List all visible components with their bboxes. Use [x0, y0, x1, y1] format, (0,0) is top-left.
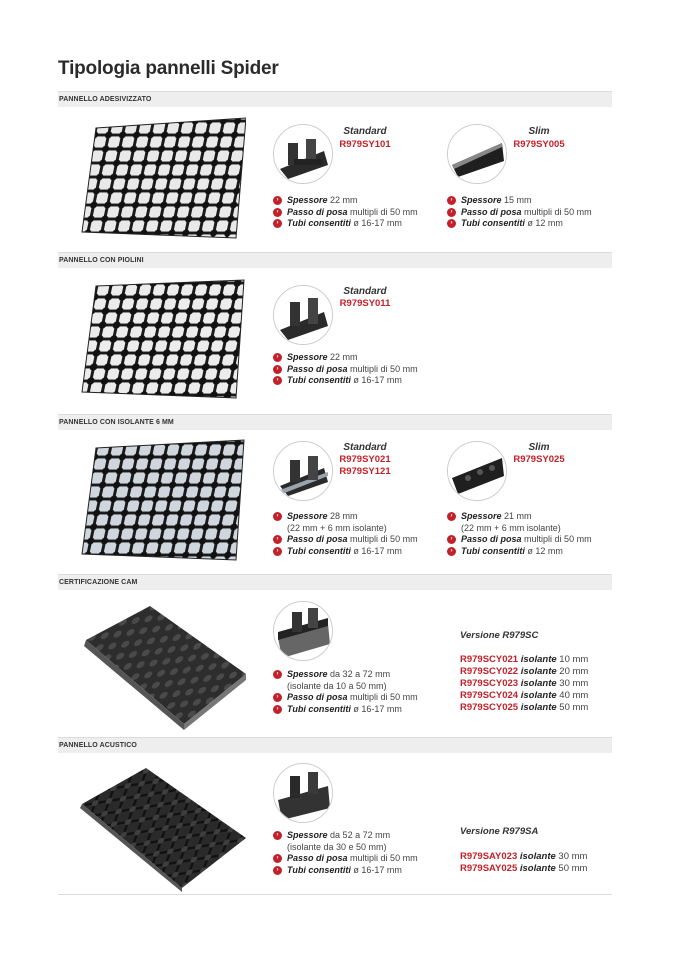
panel-piolini-image [78, 276, 246, 402]
section-adesivizzato [58, 91, 612, 107]
variant-name: Standard [343, 286, 387, 297]
standard-thumb [273, 441, 333, 501]
variant-name: Slim [528, 126, 550, 137]
chevron-right-circle-icon: › [273, 219, 282, 228]
acustico-thumb [273, 763, 333, 823]
version-item: R979SCY021 isolante 10 mm [460, 654, 589, 665]
version-item: R979SCY025 isolante 50 mm [460, 702, 589, 713]
variant-name: Standard [343, 126, 387, 137]
spec-list [273, 195, 418, 230]
section-heading: PANNELLO ADESIVIZZATO [58, 91, 612, 107]
spec-list [273, 830, 418, 876]
spec-item: › Tubi consentiti ø 16-17 mm [273, 218, 418, 230]
version-item: R979SCY024 isolante 40 mm [460, 690, 589, 701]
standard-thumb [273, 124, 333, 184]
version-title: Versione R979SA [460, 826, 539, 837]
chevron-right-circle-icon: › [447, 547, 456, 556]
section-isolante [58, 414, 612, 430]
spec-list [273, 352, 418, 387]
variant-name: Standard [343, 442, 387, 453]
spec-item: › Spessore da 52 a 72 mm (isolante da 30 e 50 mm) [273, 830, 418, 853]
section-acustico [58, 737, 612, 753]
chevron-right-circle-icon: › [447, 535, 456, 544]
chevron-right-circle-icon: › [273, 705, 282, 714]
spec-item: › Tubi consentiti ø 12 mm [447, 218, 592, 230]
spec-item: › Spessore 21 mm (22 mm + 6 mm isolante) [447, 511, 592, 534]
spec-item: › Tubi consentiti ø 12 mm [447, 546, 592, 558]
chevron-right-circle-icon: › [273, 670, 282, 679]
variant-name: Slim [528, 442, 550, 453]
version-item: R979SAY025 isolante 50 mm [460, 863, 588, 874]
section-piolini [58, 252, 612, 268]
chevron-right-circle-icon: › [273, 693, 282, 702]
chevron-right-circle-icon: › [447, 219, 456, 228]
panel-isolante-image [78, 436, 246, 564]
variant-code: R979SY101 [339, 139, 391, 150]
spec-item: › Tubi consentiti ø 16-17 mm [273, 704, 418, 716]
version-item: R979SCY023 isolante 30 mm [460, 678, 589, 689]
variant-code: R979SY021 [339, 454, 391, 465]
chevron-right-circle-icon: › [447, 196, 456, 205]
section-heading: PANNELLO ACUSTICO [58, 737, 612, 753]
variant-code: R979SY005 [513, 139, 565, 150]
bottom-divider [58, 894, 612, 895]
spec-item: › Spessore 15 mm [447, 195, 592, 207]
panel-acustico-image [76, 764, 248, 892]
chevron-right-circle-icon: › [273, 535, 282, 544]
section-heading: CERTIFICAZIONE CAM [58, 574, 612, 590]
spec-item: › Passo di posa multipli di 50 mm [273, 534, 418, 546]
chevron-right-circle-icon: › [273, 196, 282, 205]
spec-item: › Passo di posa multipli di 50 mm [273, 692, 418, 704]
version-list [460, 654, 588, 714]
chevron-right-circle-icon: › [273, 353, 282, 362]
spec-item: › Passo di posa multipli di 50 mm [447, 207, 592, 219]
spec-list [447, 511, 592, 557]
section-heading: PANNELLO CON ISOLANTE 6 MM [58, 414, 612, 430]
variant-code: R979SY025 [513, 454, 565, 465]
spec-item: › Passo di posa multipli di 50 mm [273, 364, 418, 376]
chevron-right-circle-icon: › [273, 831, 282, 840]
variant-code: R979SY121 [339, 466, 391, 477]
slim-thumb [447, 441, 507, 501]
spec-item: › Spessore 28 mm (22 mm + 6 mm isolante) [273, 511, 418, 534]
chevron-right-circle-icon: › [447, 512, 456, 521]
spec-item: › Passo di posa multipli di 50 mm [447, 534, 592, 546]
chevron-right-circle-icon: › [273, 854, 282, 863]
chevron-right-circle-icon: › [273, 866, 282, 875]
version-item: R979SAY023 isolante 30 mm [460, 851, 588, 862]
chevron-right-circle-icon: › [273, 365, 282, 374]
spec-item: › Spessore 22 mm [273, 352, 418, 364]
section-heading: PANNELLO CON PIOLINI [58, 252, 612, 268]
page-title: Tipologia pannelli Spider [58, 58, 279, 79]
spec-item: › Tubi consentiti ø 16-17 mm [273, 546, 418, 558]
version-item: R979SCY022 isolante 20 mm [460, 666, 589, 677]
cam-thumb [273, 601, 333, 661]
version-list [460, 851, 587, 875]
slim-thumb [447, 124, 507, 184]
spec-list [447, 195, 592, 230]
panel-cam-image [78, 600, 248, 730]
chevron-right-circle-icon: › [273, 376, 282, 385]
version-title: Versione R979SC [460, 630, 539, 641]
spec-item: › Passo di posa multipli di 50 mm [273, 853, 418, 865]
chevron-right-circle-icon: › [273, 547, 282, 556]
spec-item: › Spessore da 32 a 72 mm (isolante da 10 a 50 mm) [273, 669, 418, 692]
spec-item: › Spessore 22 mm [273, 195, 418, 207]
chevron-right-circle-icon: › [273, 208, 282, 217]
spec-item: › Passo di posa multipli di 50 mm [273, 207, 418, 219]
chevron-right-circle-icon: › [447, 208, 456, 217]
chevron-right-circle-icon: › [273, 512, 282, 521]
variant-code: R979SY011 [339, 298, 391, 309]
standard-thumb [273, 285, 333, 345]
spec-list [273, 511, 418, 557]
spec-list [273, 669, 418, 715]
spec-item: › Tubi consentiti ø 16-17 mm [273, 865, 418, 877]
panel-adesivizzato-image [78, 114, 246, 244]
spec-item: › Tubi consentiti ø 16-17 mm [273, 375, 418, 387]
section-cam [58, 574, 612, 590]
